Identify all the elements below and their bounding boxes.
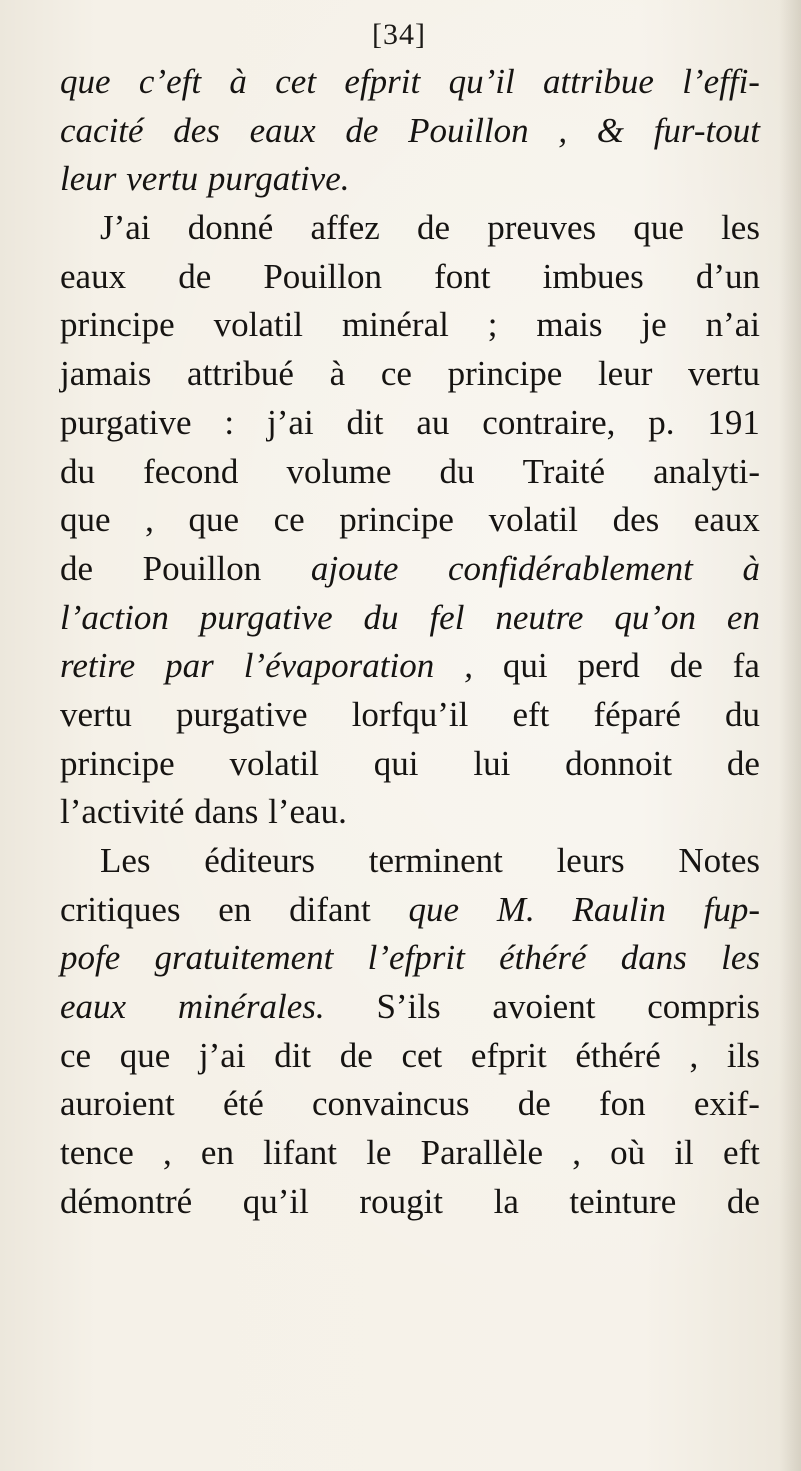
word: , [572,1133,581,1173]
text-line [60,350,760,399]
word: féparé [593,694,681,734]
word: lifant [263,1133,338,1173]
word: que [60,500,111,540]
word: éthéré [575,1035,661,1075]
word: teinture [569,1181,677,1221]
word: vertu [688,354,760,394]
word: principe [60,305,175,345]
word: leur [597,354,653,394]
word: , [558,110,568,150]
word: l’eau. [268,792,347,832]
word: cet [401,1035,443,1075]
word: efprit [344,62,421,101]
word: ce [60,1035,92,1075]
word: imbues [542,256,644,296]
word: rougit [359,1181,444,1221]
word: où [610,1133,646,1173]
word: eaux [60,256,127,296]
word: 191 [707,402,760,442]
word: qu’on [614,597,697,637]
text-line [60,740,760,789]
word: donnoit [565,743,673,783]
word: en [218,889,252,929]
word: Notes [678,841,760,880]
text-line [60,204,760,253]
text-line [60,399,760,448]
text-line [60,448,760,497]
word: mais [536,305,603,345]
text-line [60,642,760,691]
word: Parallèle [420,1133,544,1173]
text-line [60,934,760,983]
word: que [188,500,240,540]
word: confidérablement [447,548,693,588]
word: qui [502,646,548,686]
word: , [163,1133,172,1173]
word: J’ai [100,208,151,248]
word: de [726,743,760,783]
word: cacité [60,110,144,150]
word: purgative [60,402,192,442]
text-line [60,155,760,204]
word: du [725,694,760,734]
word: analyti- [653,451,760,491]
word: l’action [60,597,169,637]
word: de [726,1181,760,1221]
word: qu’il [448,62,515,101]
word: lui [473,743,511,783]
word: que [60,62,111,101]
word: j’ai [267,402,314,442]
word: que [408,889,460,929]
word: les [721,938,760,978]
word: preuves [487,208,597,248]
word: l’efprit [367,938,465,978]
word: de [517,1084,551,1124]
word: à [229,62,247,101]
text-line [60,1080,760,1129]
word: l’effi- [682,62,760,101]
word: ; [487,305,498,345]
word: Pouillon [408,110,529,150]
word: vertu [60,694,132,734]
word: minérales. [177,987,325,1027]
text-line [60,1178,760,1227]
word: d’un [695,256,760,296]
word: jamais [60,354,152,394]
word: difant [289,889,371,929]
word: neutre [495,597,584,637]
word: de [339,1035,373,1075]
word: critiques [60,889,181,929]
word: eaux [60,987,127,1027]
word: le [366,1133,392,1173]
word: eft [512,694,550,734]
word: Les [100,841,151,880]
text-line [60,301,760,350]
word: convaincus [311,1084,470,1124]
word: de [345,110,379,150]
word: à [329,354,346,394]
word: retire [60,646,136,686]
word: fel [429,597,465,637]
word: qui [373,743,419,783]
word: donné [187,208,274,248]
word: du [60,451,95,491]
word: purgative. [207,159,350,199]
word: M. [496,889,535,929]
word: dit [274,1035,312,1075]
word: ce [273,500,305,540]
word: minéral [341,305,449,345]
word: vertu [126,159,199,199]
word: eaux [249,110,316,150]
word: en [726,597,760,637]
word: au [416,402,450,442]
word: principe [339,500,454,540]
word: auroient [60,1084,175,1124]
word: volume [286,451,392,491]
word: font [434,256,491,296]
text-line [60,58,760,107]
word: affez [310,208,380,248]
word: éthéré [499,938,587,978]
word: tence [60,1133,134,1173]
word: il [674,1133,694,1173]
word: purgative [176,694,308,734]
word: exif- [693,1084,760,1124]
word: ce [380,354,412,394]
word: démontré [60,1181,193,1221]
text-line [60,545,760,594]
body-text [60,58,760,1227]
word: volatil [213,305,304,345]
word: j’ai [198,1035,246,1075]
text-line [60,788,760,837]
text-line [60,253,760,302]
text-line [60,496,760,545]
word: Traité [522,451,605,491]
word: attribue [543,62,654,101]
word: p. [648,402,675,442]
word: contraire, [482,402,616,442]
word: les [721,208,760,248]
text-line [60,107,760,156]
word: des [173,110,220,150]
word: n’ai [705,305,760,345]
word: volatil [229,743,319,783]
word: qu’il [242,1181,309,1221]
text-line [60,837,760,886]
word: , [464,646,473,686]
word: je [641,305,667,345]
text-line [60,1129,760,1178]
word: avoient [492,987,596,1027]
word: eft [722,1133,760,1173]
word: l’évaporation [243,646,435,686]
word: dans [194,792,259,832]
word: de [60,548,94,588]
word: eaux [693,500,760,540]
word: du [439,451,475,491]
word: volatil [488,500,579,540]
text-line [60,691,760,740]
word: à [742,548,760,588]
word: par [165,646,214,686]
word: l’activité [60,792,185,832]
word: de [669,646,703,686]
word: efprit [470,1035,547,1075]
word: dans [620,938,687,978]
word: & [596,110,625,150]
text-line [60,983,760,1032]
word: la [493,1181,519,1221]
word: Raulin [572,889,666,929]
word: , [689,1035,699,1075]
page-edge-shadow [779,0,801,1471]
word: gratuitement [154,938,334,978]
word: Pouillon [263,256,382,296]
word: éditeurs [204,841,316,880]
word: purgative [199,597,333,637]
word: perd [577,646,640,686]
word: attribué [187,354,294,394]
word: fur-tout [653,110,760,150]
word: terminent [368,841,503,880]
page-number: [34] [372,18,426,51]
word: en [200,1133,234,1173]
word: fon [598,1084,646,1124]
word: leurs [556,841,625,880]
word: , [145,500,154,540]
word: que [119,1035,171,1075]
word: de [417,208,451,248]
word: du [363,597,399,637]
word: compris [647,987,760,1027]
word: : [224,402,235,442]
word: des [612,500,660,540]
word: ils [726,1035,760,1075]
word: fa [732,646,760,686]
word: principe [60,743,175,783]
text-line [60,1032,760,1081]
word: de [178,256,212,296]
word: dit [346,402,384,442]
word: leur [60,159,117,199]
word: pofe [60,938,121,978]
word: S’ils [376,987,441,1027]
word: fecond [143,451,239,491]
word: c’eft [138,62,202,101]
word: ajoute [310,548,399,588]
word: Pouillon [142,548,262,588]
word: lorfqu’il [351,694,469,734]
word: cet [275,62,317,101]
word: été [222,1084,264,1124]
word: fup- [703,889,760,929]
text-line [60,594,760,643]
text-line [60,886,760,935]
word: principe [447,354,563,394]
word: que [633,208,684,248]
